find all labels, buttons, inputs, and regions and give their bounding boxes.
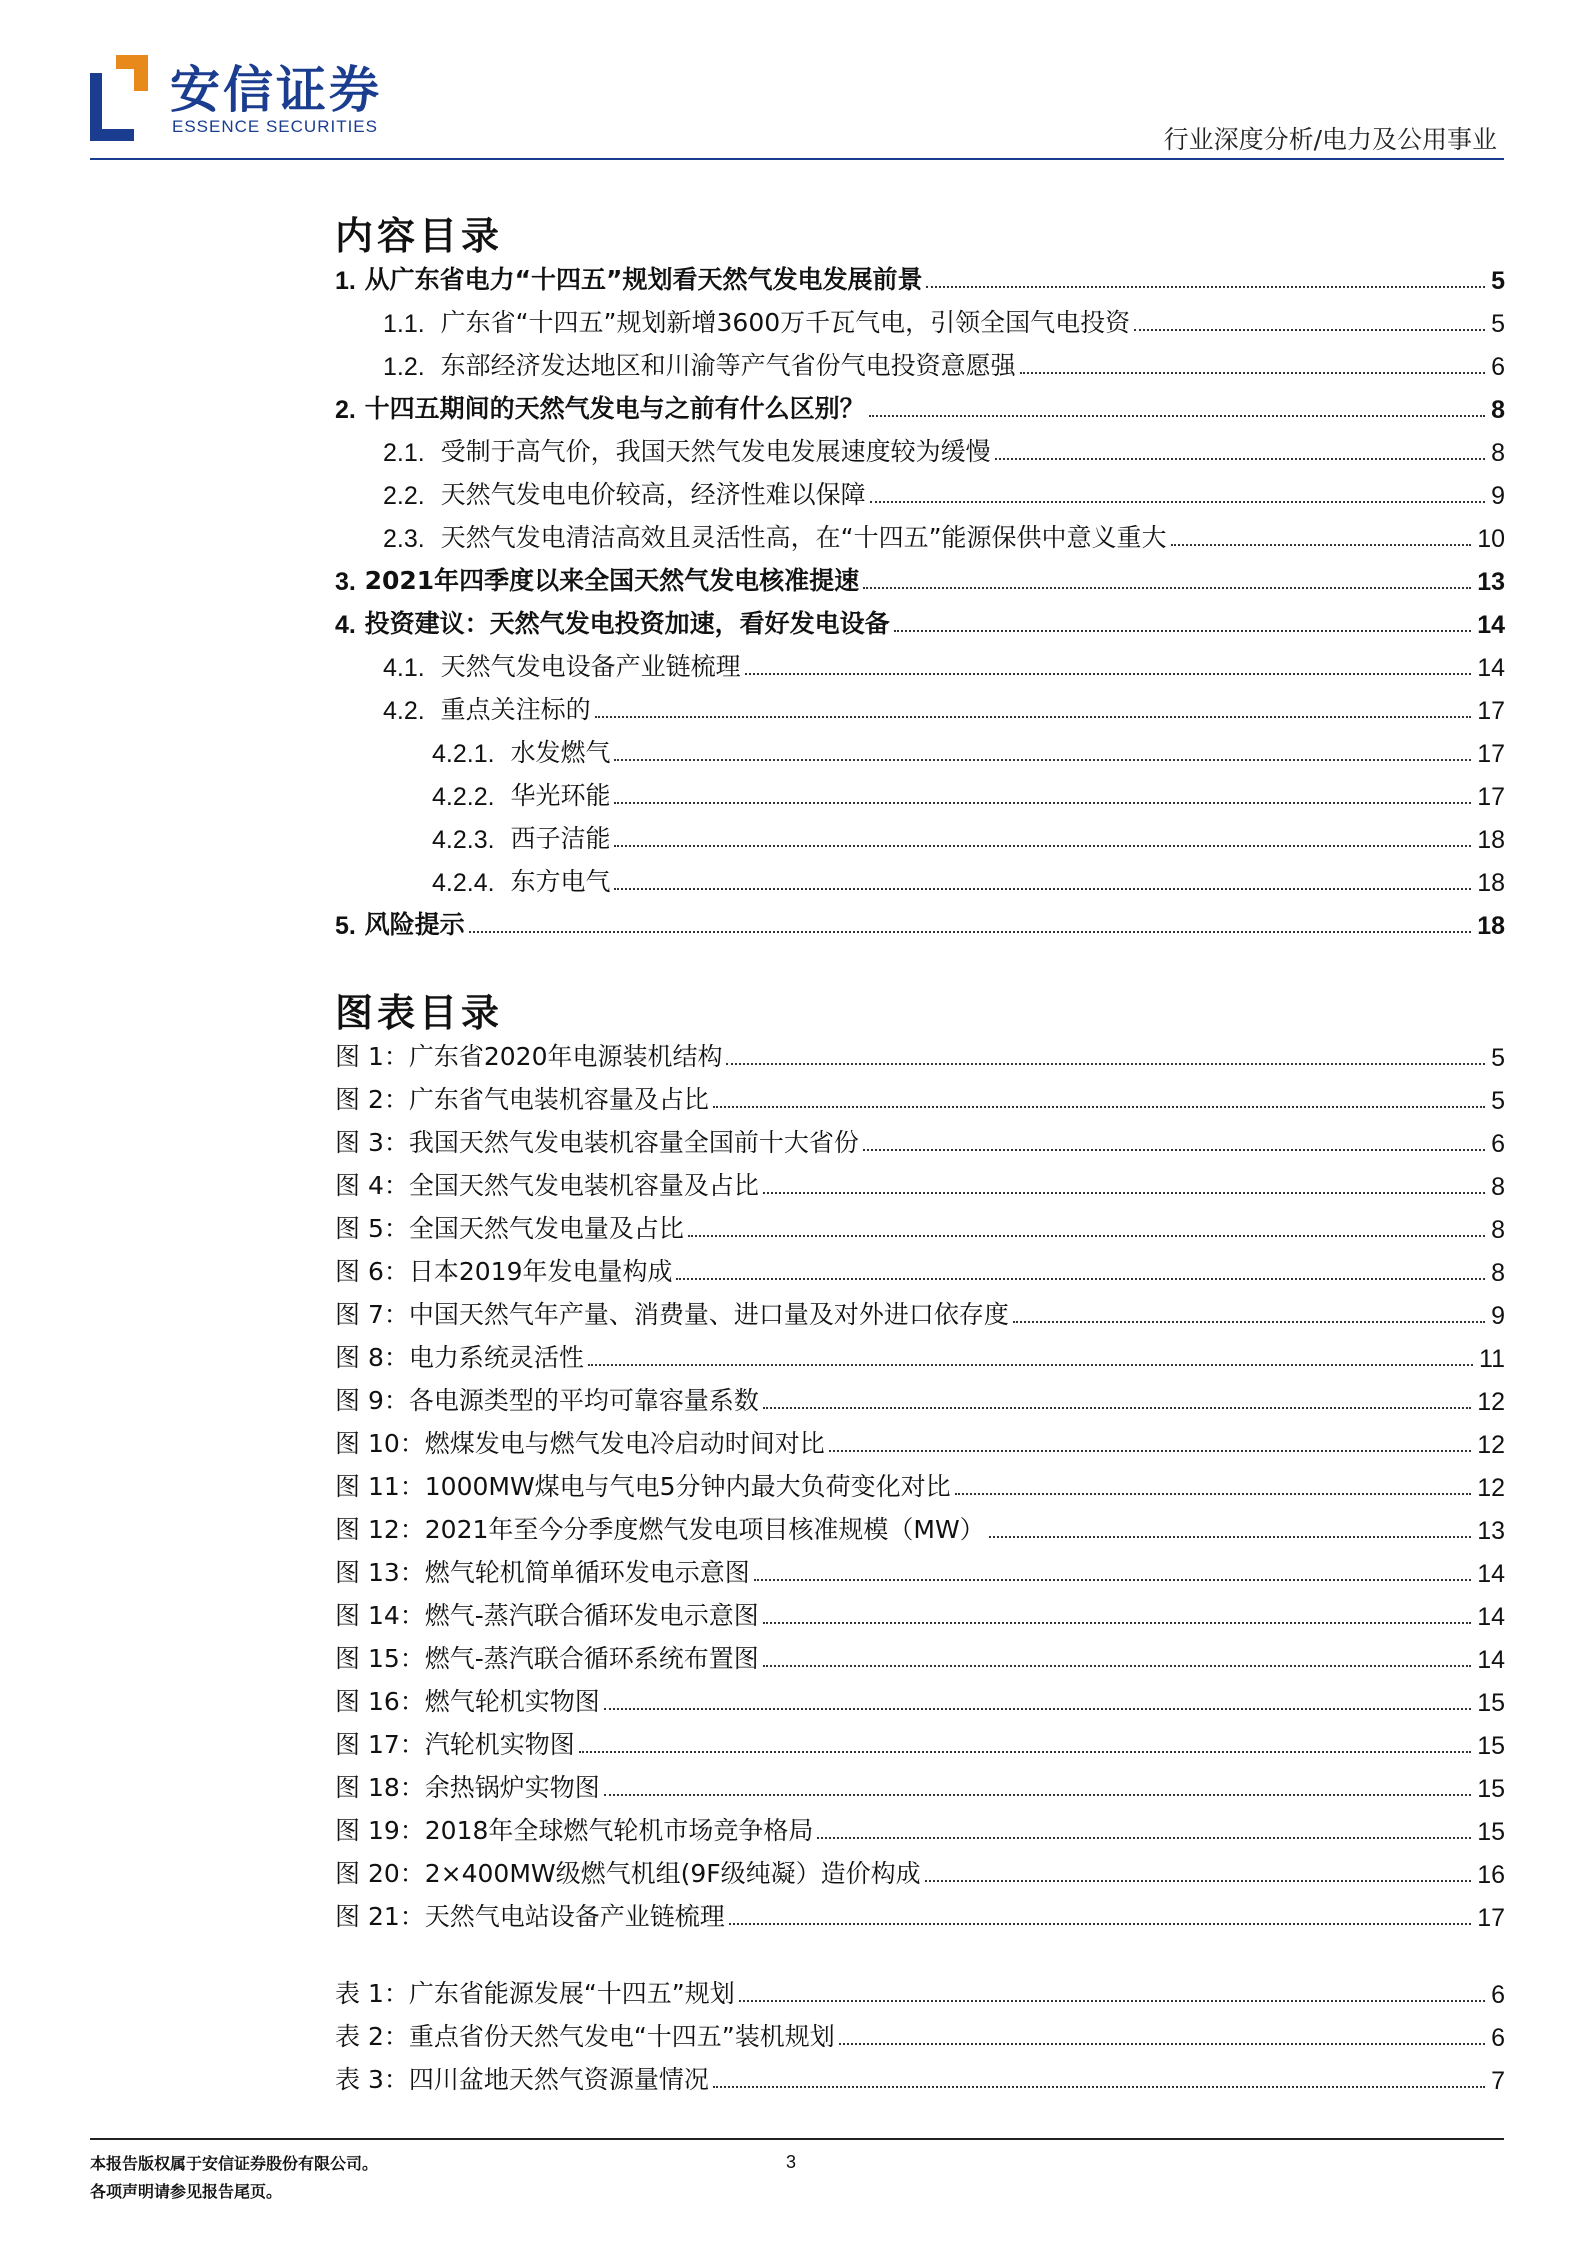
toc-entry-page: 5 <box>1491 310 1505 338</box>
leader-dots <box>926 286 1485 288</box>
toc-entry[interactable] <box>432 731 1505 769</box>
toc-entry-number: 4.2.2. <box>432 783 495 811</box>
table-entry-page: 6 <box>1491 2024 1505 2052</box>
figure-entry-page: 14 <box>1477 1603 1505 1631</box>
figure-entry[interactable] <box>335 1035 1505 1073</box>
table-entry-title: 四川盆地天然气资源量情况 <box>408 2065 709 2094</box>
table-entry-page: 7 <box>1491 2067 1505 2095</box>
figure-entry-title: 全国天然气发电装机容量及占比 <box>408 1171 759 1200</box>
leader-dots <box>1171 544 1472 546</box>
figure-entry[interactable] <box>335 1723 1505 1761</box>
toc-entry-number: 4.2.1. <box>432 740 495 768</box>
header-divider <box>90 158 1504 160</box>
toc-entry-title: 华光环能 <box>510 781 611 810</box>
page-header <box>0 0 1587 160</box>
leader-dots <box>604 1794 1471 1796</box>
table-entry-label: 表 2： <box>335 2022 409 2051</box>
toc-entry[interactable] <box>335 903 1505 941</box>
figure-entry[interactable] <box>335 1250 1505 1288</box>
figure-entry-page: 14 <box>1477 1646 1505 1674</box>
figure-entry[interactable] <box>335 1594 1505 1632</box>
figure-entry-label: 图 14： <box>335 1601 425 1630</box>
figure-entry-label: 图 17： <box>335 1730 425 1759</box>
toc-entry-title: 从广东省电力“十四五”规划看天然气发电发展前景 <box>364 265 923 294</box>
table-entry-label: 表 3： <box>335 2065 409 2094</box>
toc-entry-page: 17 <box>1477 740 1505 768</box>
figure-entry-label: 图 11： <box>335 1472 425 1501</box>
report-category: 行业深度分析/电力及公用事业 <box>1163 125 1497 154</box>
toc-entry[interactable] <box>432 817 1505 855</box>
figure-entry-page: 12 <box>1477 1388 1505 1416</box>
figure-entry-label: 图 7： <box>335 1300 409 1329</box>
toc-entry-title: 风险提示 <box>364 910 465 939</box>
figure-entry[interactable] <box>335 1078 1505 1116</box>
leader-dots <box>614 802 1471 804</box>
leader-dots <box>614 759 1471 761</box>
leader-dots <box>676 1278 1485 1280</box>
figure-entry-label: 图 4： <box>335 1171 409 1200</box>
table-entry[interactable] <box>335 2058 1505 2096</box>
toc-entry-title: 东部经济发达地区和川渝等产气省份气电投资意愿强 <box>440 351 1016 380</box>
figure-entry-title: 燃煤发电与燃气发电冷启动时间对比 <box>424 1429 825 1458</box>
figure-entry-title: 我国天然气发电装机容量全国前十大省份 <box>408 1128 859 1157</box>
figure-entry-label: 图 1： <box>335 1042 409 1071</box>
toc-entry-number: 5. <box>335 912 356 940</box>
toc-entry-number: 4.2.4. <box>432 869 495 897</box>
leader-dots <box>763 1407 1471 1409</box>
figure-entry-title: 燃气-蒸汽联合循环发电示意图 <box>424 1601 759 1630</box>
figure-entry-title: 广东省2020年电源装机结构 <box>408 1042 723 1071</box>
toc-entry-title: 天然气发电电价较高，经济性难以保障 <box>440 480 866 509</box>
figure-entry-title: 余热锅炉实物图 <box>424 1773 600 1802</box>
figure-entry-page: 16 <box>1477 1861 1505 1889</box>
figure-entry-label: 图 8： <box>335 1343 409 1372</box>
toc-entry-page: 18 <box>1477 826 1505 854</box>
figure-entry-page: 9 <box>1491 1302 1505 1330</box>
figures-heading: 图表目录 <box>335 990 504 1035</box>
figure-entry[interactable] <box>335 1207 1505 1245</box>
figure-entry-page: 8 <box>1491 1216 1505 1244</box>
toc-entry-number: 4. <box>335 611 356 639</box>
toc-entry[interactable] <box>432 774 1505 812</box>
leader-dots <box>614 845 1471 847</box>
logo-icon <box>90 55 148 141</box>
leader-dots <box>604 1708 1471 1710</box>
page-number: 3 <box>786 2152 797 2172</box>
table-entry[interactable] <box>335 2015 1505 2053</box>
figure-entry-label: 图 9： <box>335 1386 409 1415</box>
toc-entry-page: 13 <box>1477 568 1505 596</box>
figure-entry[interactable] <box>335 1422 1505 1460</box>
toc-entry-page: 6 <box>1491 353 1505 381</box>
figure-entry-title: 电力系统灵活性 <box>408 1343 584 1372</box>
figure-entry-label: 图 18： <box>335 1773 425 1802</box>
figure-entry-label: 图 6： <box>335 1257 409 1286</box>
leader-dots <box>894 630 1472 632</box>
leader-dots <box>1013 1321 1485 1323</box>
toc-entry-number: 2. <box>335 396 356 424</box>
toc-entry[interactable] <box>383 430 1505 468</box>
toc-entry-number: 4.1. <box>383 654 425 682</box>
figure-entry-label: 图 3： <box>335 1128 409 1157</box>
toc-entry-title: 水发燃气 <box>510 738 611 767</box>
figure-entry[interactable] <box>335 1508 1505 1546</box>
leader-dots <box>763 1192 1485 1194</box>
leader-dots <box>713 2086 1485 2088</box>
figure-entry[interactable] <box>335 1551 1505 1589</box>
figure-entry[interactable] <box>335 1379 1505 1417</box>
leader-dots <box>729 1923 1471 1925</box>
toc-entry-page: 8 <box>1491 439 1505 467</box>
leader-dots <box>863 587 1471 589</box>
figure-entry[interactable] <box>335 1680 1505 1718</box>
toc-entry-page: 14 <box>1477 654 1505 682</box>
leader-dots <box>1134 329 1485 331</box>
figure-entry-page: 5 <box>1491 1044 1505 1072</box>
logo-text-en: ESSENCE SECURITIES <box>172 117 378 136</box>
toc-entry-page: 9 <box>1491 482 1505 510</box>
toc-entry-number: 4.2.3. <box>432 826 495 854</box>
toc-entry-page: 18 <box>1477 869 1505 897</box>
leader-dots <box>925 1880 1472 1882</box>
leader-dots <box>579 1751 1471 1753</box>
figure-entry[interactable] <box>335 1465 1505 1503</box>
figure-entry-page: 11 <box>1479 1345 1505 1373</box>
figure-entry-label: 图 15： <box>335 1644 425 1673</box>
toc-entry[interactable] <box>383 645 1505 683</box>
figure-entry-page: 15 <box>1477 1732 1505 1760</box>
toc-entry[interactable] <box>432 860 1505 898</box>
figure-entry-title: 燃气-蒸汽联合循环系统布置图 <box>424 1644 759 1673</box>
toc-entry[interactable] <box>335 602 1505 640</box>
toc-heading: 内容目录 <box>335 213 504 258</box>
footer-disclaimer <box>90 2150 378 2206</box>
figure-entry[interactable] <box>335 1766 1505 1804</box>
toc-entry-title: 广东省“十四五”规划新增3600万千瓦气电，引领全国气电投资 <box>440 308 1131 337</box>
figure-entry-title: 中国天然气年产量、消费量、进口量及对外进口依存度 <box>408 1300 1009 1329</box>
table-entry-title: 广东省能源发展“十四五”规划 <box>408 1979 735 2008</box>
figure-entry-page: 8 <box>1491 1259 1505 1287</box>
figure-entry-title: 1000MW煤电与气电5分钟内最大负荷变化对比 <box>424 1472 951 1501</box>
toc-entry-title: 十四五期间的天然气发电与之前有什么区别？ <box>364 394 865 423</box>
figure-entry-page: 14 <box>1477 1560 1505 1588</box>
leader-dots <box>829 1450 1471 1452</box>
toc-entry-title: 受制于高气价，我国天然气发电发展速度较为缓慢 <box>440 437 991 466</box>
figure-entry-label: 图 12： <box>335 1515 425 1544</box>
toc-entry[interactable] <box>335 258 1505 296</box>
toc-entry[interactable] <box>383 516 1505 554</box>
toc-entry-page: 18 <box>1477 912 1505 940</box>
leader-dots <box>1020 372 1485 374</box>
leader-dots <box>688 1235 1485 1237</box>
leader-dots <box>745 673 1472 675</box>
leader-dots <box>726 1063 1485 1065</box>
toc-entry-title: 天然气发电清洁高效且灵活性高，在“十四五”能源保供中意义重大 <box>440 523 1167 552</box>
figure-entry[interactable] <box>335 1293 1505 1331</box>
figure-entry-page: 15 <box>1477 1775 1505 1803</box>
figure-entry[interactable] <box>335 1895 1505 1933</box>
leader-dots <box>763 1622 1471 1624</box>
toc-entry[interactable] <box>335 387 1505 425</box>
toc-entry-number: 2.3. <box>383 525 425 553</box>
figure-entry[interactable] <box>335 1121 1505 1159</box>
figure-entry[interactable] <box>335 1336 1505 1374</box>
leader-dots <box>713 1106 1485 1108</box>
figure-entry-title: 全国天然气发电量及占比 <box>408 1214 684 1243</box>
figure-entry-page: 13 <box>1477 1517 1505 1545</box>
leader-dots <box>863 1149 1485 1151</box>
leader-dots <box>614 888 1471 890</box>
leader-dots <box>739 2000 1485 2002</box>
figure-entry-title: 各电源类型的平均可靠容量系数 <box>408 1386 759 1415</box>
figure-entry-page: 6 <box>1491 1130 1505 1158</box>
toc-entry-page: 17 <box>1477 783 1505 811</box>
leader-dots <box>469 931 1472 933</box>
figure-entry-page: 12 <box>1477 1431 1505 1459</box>
figure-entry-label: 图 10： <box>335 1429 425 1458</box>
toc-entry-title: 天然气发电设备产业链梳理 <box>440 652 741 681</box>
toc-entry-title: 2021年四季度以来全国天然气发电核准提速 <box>364 566 860 595</box>
toc-entry[interactable] <box>383 688 1505 726</box>
footer-notice: 各项声明请参见报告尾页。 <box>90 2182 283 2201</box>
leader-dots <box>754 1579 1471 1581</box>
figure-entry-label: 图 2： <box>335 1085 409 1114</box>
leader-dots <box>839 2043 1485 2045</box>
figure-entry-label: 图 13： <box>335 1558 425 1587</box>
toc-entry-page: 5 <box>1491 267 1505 295</box>
leader-dots <box>995 458 1485 460</box>
figure-entry[interactable] <box>335 1809 1505 1847</box>
toc-entry-title: 投资建议：天然气发电投资加速，看好发电设备 <box>364 609 890 638</box>
figure-entry[interactable] <box>335 1164 1505 1202</box>
figure-entry-page: 5 <box>1491 1087 1505 1115</box>
toc-entry-page: 8 <box>1491 396 1505 424</box>
toc-entry-number: 3. <box>335 568 356 596</box>
figure-entry-title: 燃气轮机实物图 <box>424 1687 600 1716</box>
leader-dots <box>955 1493 1472 1495</box>
toc-entry-title: 重点关注标的 <box>440 695 591 724</box>
toc-entry[interactable] <box>335 559 1505 597</box>
toc-entry[interactable] <box>383 344 1505 382</box>
toc-entry[interactable] <box>383 301 1505 339</box>
leader-dots <box>870 501 1485 503</box>
leader-dots <box>595 716 1472 718</box>
toc-entry-number: 1.1. <box>383 310 425 338</box>
figure-entry-page: 8 <box>1491 1173 1505 1201</box>
toc-entry-number: 2.1. <box>383 439 425 467</box>
figure-entry-title: 2×400MW级燃气机组(9F级纯凝）造价构成 <box>424 1859 921 1888</box>
figure-entry-label: 图 5： <box>335 1214 409 1243</box>
figure-entry-title: 2021年至今分季度燃气发电项目核准规模（MW） <box>424 1515 985 1544</box>
figure-entry-title: 2018年全球燃气轮机市场竞争格局 <box>424 1816 814 1845</box>
toc-entry-page: 17 <box>1477 697 1505 725</box>
toc-entry-number: 1. <box>335 267 356 295</box>
toc-entry-page: 10 <box>1477 525 1505 553</box>
toc-entry-number: 1.2. <box>383 353 425 381</box>
figure-entry-label: 图 19： <box>335 1816 425 1845</box>
figure-entry-label: 图 21： <box>335 1902 425 1931</box>
figure-entry-label: 图 16： <box>335 1687 425 1716</box>
toc-entry[interactable] <box>383 473 1505 511</box>
table-entry-label: 表 1： <box>335 1979 409 2008</box>
leader-dots <box>869 415 1486 417</box>
table-entry-page: 6 <box>1491 1981 1505 2009</box>
toc-entry-number: 2.2. <box>383 482 425 510</box>
figure-entry-page: 15 <box>1477 1818 1505 1846</box>
figure-entry[interactable] <box>335 1852 1505 1890</box>
table-entry-title: 重点省份天然气发电“十四五”装机规划 <box>408 2022 835 2051</box>
toc-entry-number: 4.2. <box>383 697 425 725</box>
figure-entry-title: 天然气电站设备产业链梳理 <box>424 1902 725 1931</box>
toc-entry-title: 东方电气 <box>510 867 611 896</box>
figure-entry-title: 日本2019年发电量构成 <box>408 1257 673 1286</box>
figure-entry[interactable] <box>335 1637 1505 1675</box>
figure-entry-page: 15 <box>1477 1689 1505 1717</box>
figure-entry-title: 广东省气电装机容量及占比 <box>408 1085 709 1114</box>
figure-entry-page: 12 <box>1477 1474 1505 1502</box>
footer-divider <box>90 2138 1504 2140</box>
table-entry[interactable] <box>335 1972 1505 2010</box>
leader-dots <box>588 1364 1473 1366</box>
figure-entry-label: 图 20： <box>335 1859 425 1888</box>
leader-dots <box>989 1536 1472 1538</box>
logo-text-cn: 安信证券 <box>170 61 382 119</box>
figure-entry-page: 17 <box>1477 1904 1505 1932</box>
footer-copyright: 本报告版权属于安信证券股份有限公司。 <box>90 2154 379 2173</box>
toc-entry-title: 西子洁能 <box>510 824 611 853</box>
toc-entry-page: 14 <box>1477 611 1505 639</box>
leader-dots <box>817 1837 1471 1839</box>
leader-dots <box>763 1665 1471 1667</box>
figure-entry-title: 燃气轮机简单循环发电示意图 <box>424 1558 750 1587</box>
figure-entry-title: 汽轮机实物图 <box>424 1730 575 1759</box>
